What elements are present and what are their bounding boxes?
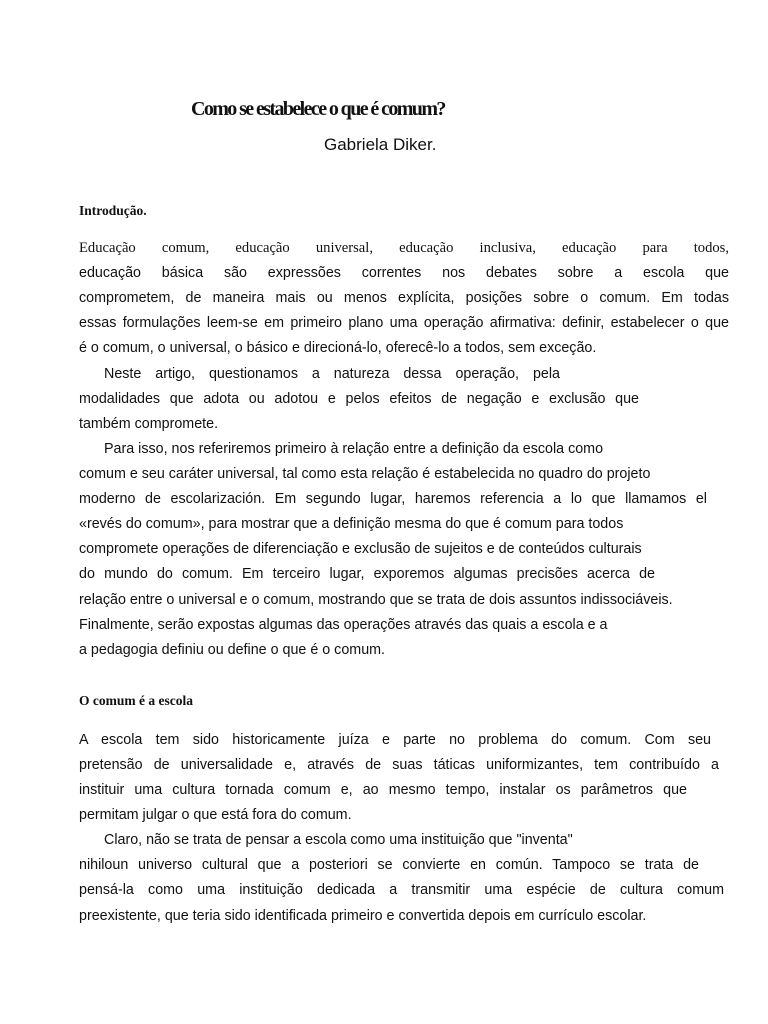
paragraph-line: compromete operações de diferenciação e exclusão de sujeitos e de conteúdos culturais [79, 541, 642, 557]
paragraph-line: comum e seu caráter universal, tal como esta relação é estabelecida no quadro do projeto [79, 466, 651, 482]
paragraph-line: «revés do comum», para mostrar que a definição mesma do que é comum para todos [79, 516, 624, 532]
paragraph-line: A escola tem sido historicamente juíza e parte no problema do comum. Com seu [79, 732, 711, 748]
paragraph-line: moderno de escolarización. Em segundo lugar, haremos referencia a lo que llamamos el [79, 491, 707, 507]
paragraph-line: Claro, não se trata de pensar a escola como uma instituição que "inventa" [104, 832, 573, 848]
paragraph-line: preexistente, que teria sido identificada primeiro e convertida depois em currículo escolar. [79, 908, 647, 924]
paragraph-line: pretensão de universalidade e, através de suas táticas uniformizantes, tem contribuído a [79, 757, 719, 773]
paragraph-line: relação entre o universal e o comum, mostrando que se trata de dois assuntos indissociáveis. [79, 592, 673, 608]
paragraph-line: instituir uma cultura tornada comum e, ao mesmo tempo, instalar os parâmetros que [79, 782, 687, 798]
section-heading-o-comum-e-a-escola: O comum é a escola [79, 693, 193, 708]
paragraph-line: Para isso, nos referiremos primeiro à relação entre a definição da escola como [104, 441, 604, 457]
paragraph-line: comprometem, de maneira mais ou menos explícita, posições sobre o comum. Em todas [79, 290, 729, 306]
paragraph-line: pensá-la como uma instituição dedicada a transmitir uma espécie de cultura comum [79, 882, 724, 898]
document-author: Gabriela Diker. [324, 135, 437, 154]
paragraph-line: Finalmente, serão expostas algumas das operações através das quais a escola e a [79, 617, 608, 633]
paragraph-line: modalidades que adota ou adotou e pelos efeitos de negação e exclusão que [79, 391, 639, 407]
paragraph-line: também compromete. [79, 416, 219, 432]
paragraph-line: nihiloun universo cultural que a posteriori se convierte en común. Tampoco se trata de [79, 857, 699, 873]
paragraph-line: é o comum, o universal, o básico e direcioná-lo, oferecê-lo a todos, sem exceção. [79, 340, 597, 356]
paragraph-line: permitam julgar o que está fora do comum. [79, 807, 352, 823]
paragraph-line: a pedagogia definiu ou define o que é o comum. [79, 642, 386, 658]
paragraph-line: educação básica são expressões correntes nos debates sobre a escola que [79, 265, 729, 281]
paragraph-line: Neste artigo, questionamos a natureza dessa operação, pela [104, 366, 560, 382]
paragraph-line: do mundo do comum. Em terceiro lugar, exporemos algumas precisões acerca de [79, 566, 655, 582]
paragraph-line: essas formulações leem-se em primeiro plano uma operação afirmativa: definir, estabelecer o que [79, 315, 729, 331]
section-heading-introducao: Introdução. [79, 203, 147, 218]
paragraph-line: Educação comum, educação universal, educação inclusiva, educação para todos, [79, 240, 729, 256]
document-title: Como se estabelece o que é comum? [191, 98, 445, 120]
